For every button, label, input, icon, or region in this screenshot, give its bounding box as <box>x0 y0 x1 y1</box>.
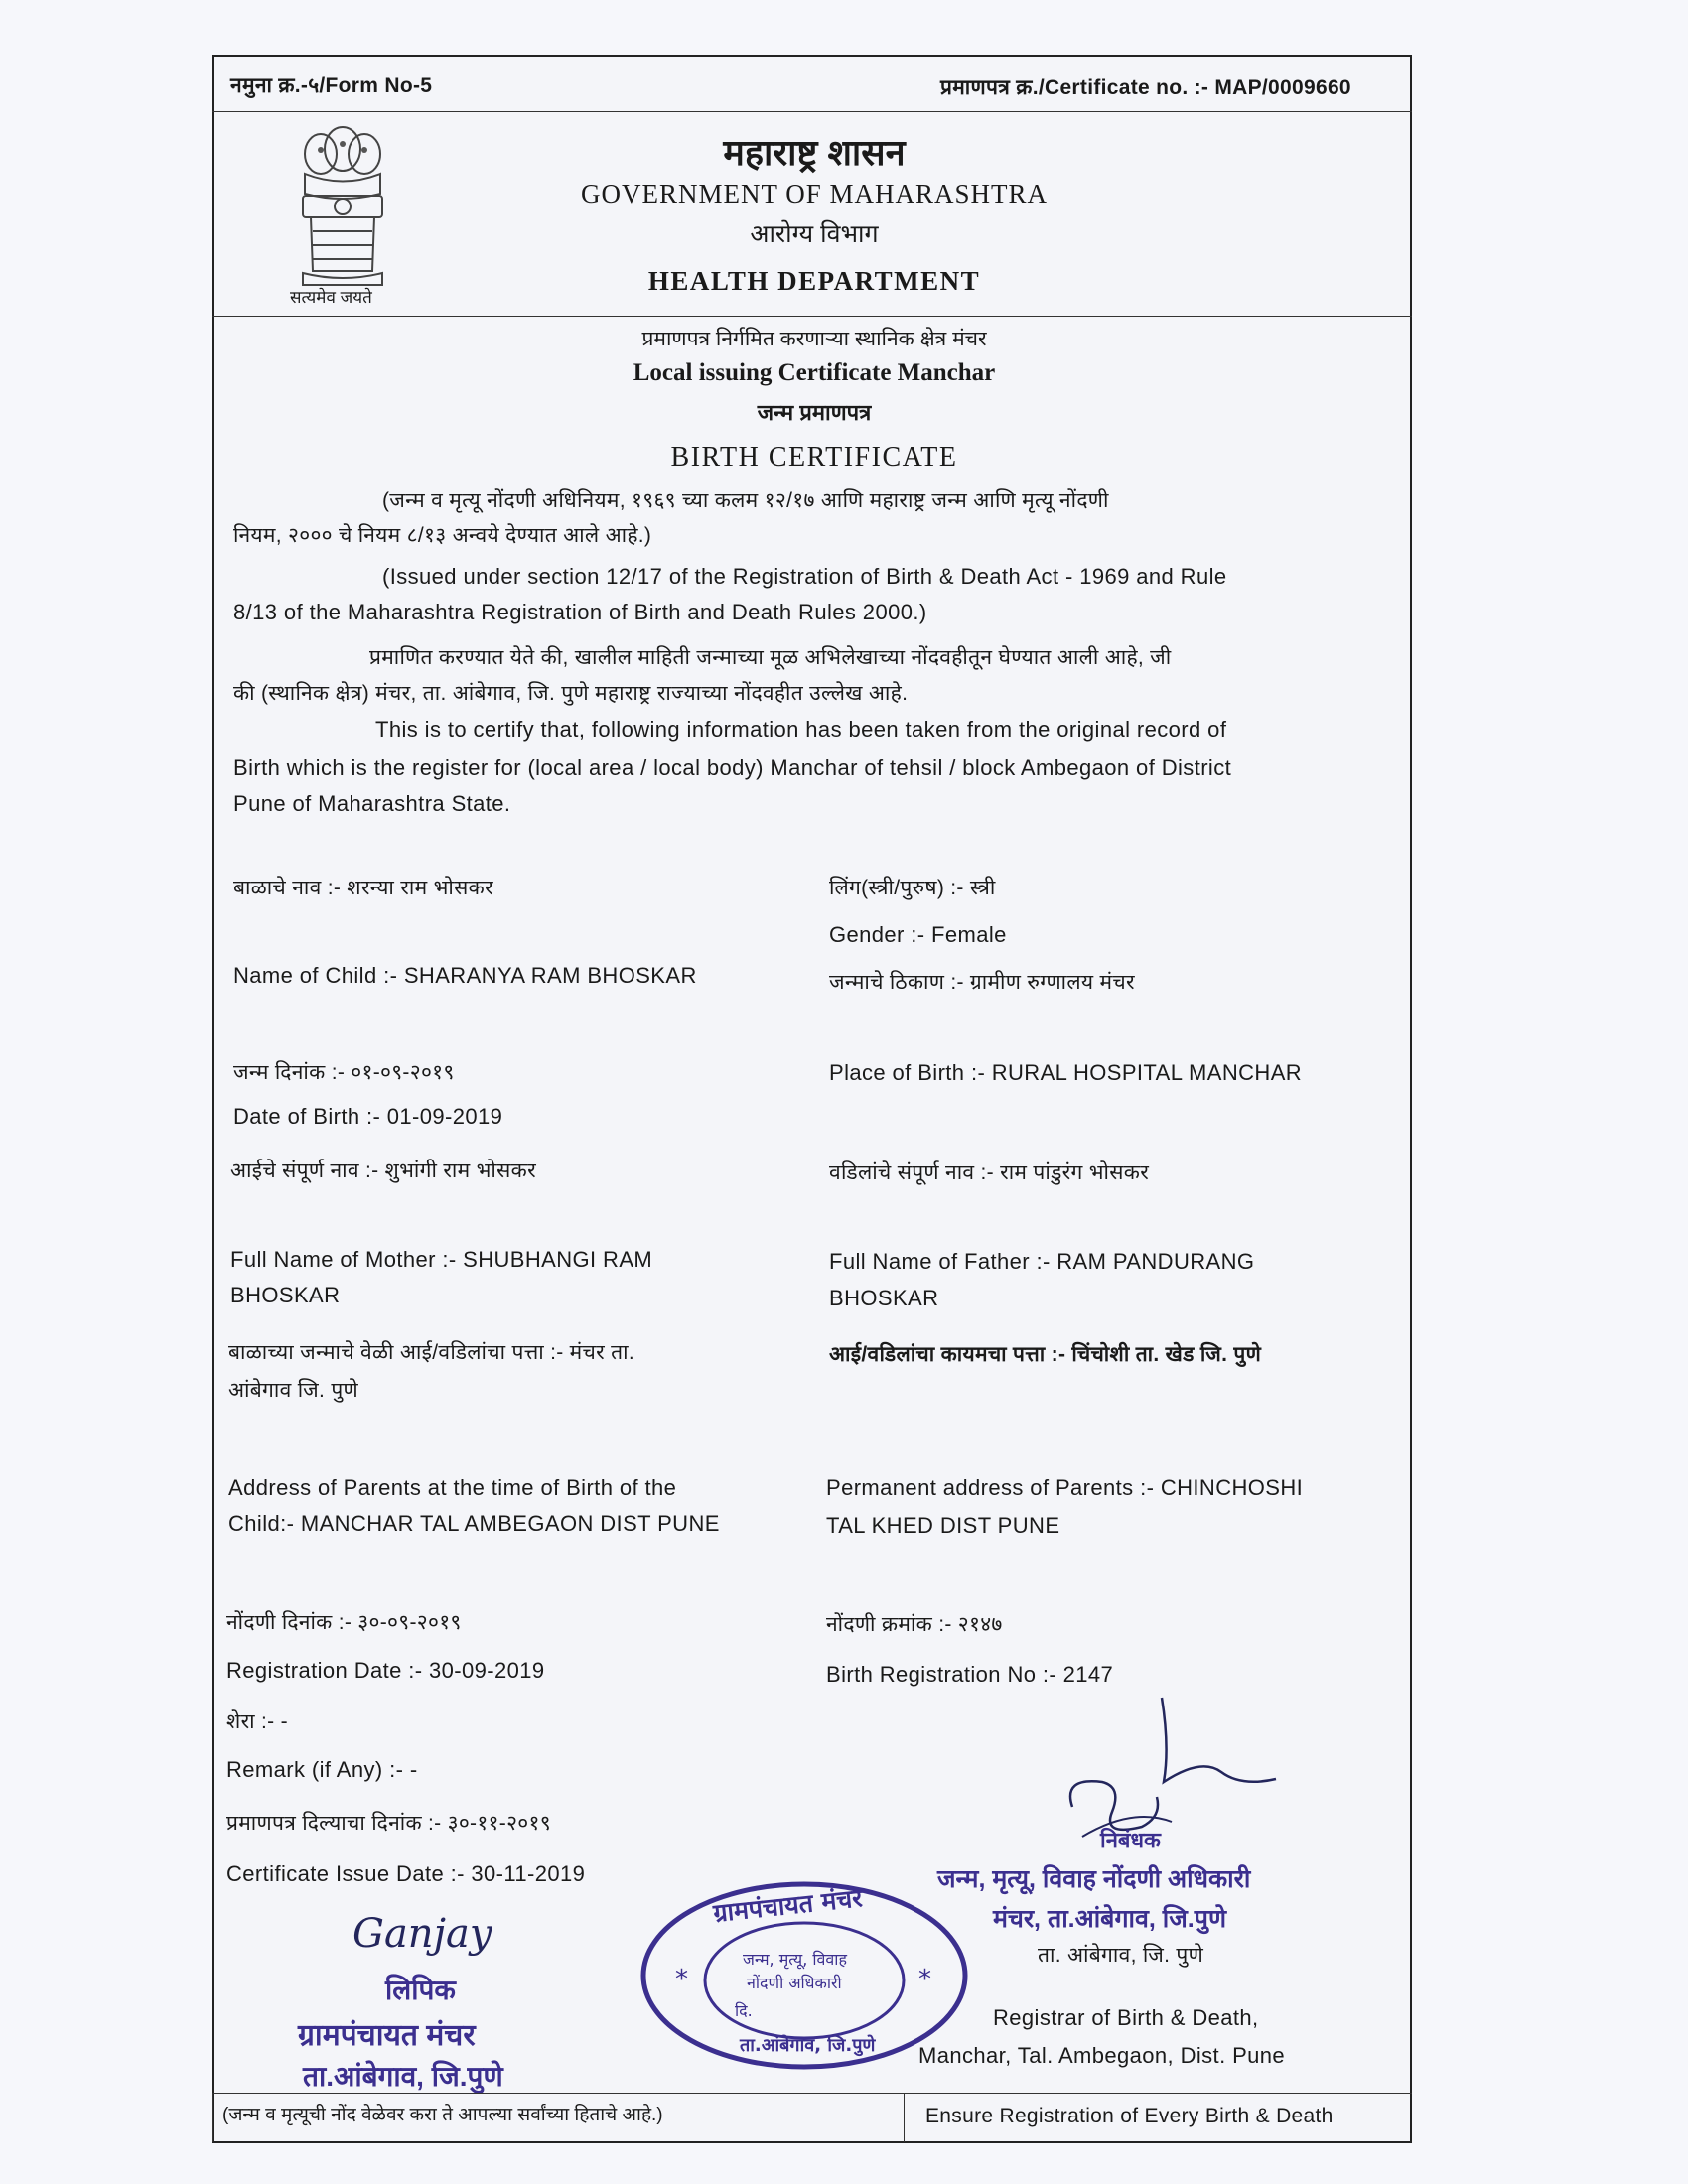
dob-marathi: जन्म दिनांक :- ०१-०९-२०१९ <box>233 1061 455 1084</box>
title-marathi: जन्म प्रमाणपत्र <box>757 400 872 425</box>
certificate-number: प्रमाणपत्र क्र./Certificate no. :- MAP/0009660 <box>940 76 1351 99</box>
certify-marathi-1: प्रमाणित करण्यात येते की, खालील माहिती जन्माच्या मूळ अभिलेखाच्या नोंदवहीतून घेण्यात आली आहे, जी <box>369 646 1172 669</box>
birth-address-english-2: Child:- MANCHAR TAL AMBEGAON DIST PUNE <box>228 1511 720 1536</box>
clerk-stamp-line2: ग्रामपंचायत मंचर <box>298 2019 476 2052</box>
child-name-english: Name of Child :- SHARANYA RAM BHOSKAR <box>233 963 697 988</box>
clerk-stamp-line3: ता.आंबेगाव, जि.पुणे <box>303 2061 503 2092</box>
footer-english: Ensure Registration of Every Birth & Death <box>925 2105 1334 2127</box>
round-stamp-outer: ग्रामपंचायत मंचर <box>711 1883 864 1928</box>
round-stamp-inner-2: नोंदणी अधिकारी <box>747 1974 842 1992</box>
round-stamp <box>635 1876 973 2075</box>
gov-english: GOVERNMENT OF MAHARASHTRA <box>580 179 1049 208</box>
statute-marathi-2: नियम, २००० चे नियम ८/१३ अन्वये देण्यात आले आहे.) <box>233 524 652 547</box>
mother-name-marathi: आईचे संपूर्ण नाव :- शुभांगी राम भोसकर <box>230 1160 536 1182</box>
divider <box>212 316 1412 317</box>
permanent-address-english-2: TAL KHED DIST PUNE <box>826 1513 1060 1538</box>
gender-marathi: लिंग(स्त्री/पुरुष) :- स्त्री <box>829 877 996 899</box>
form-number: नमुना क्र.-५/Form No-5 <box>230 74 433 97</box>
registrar-english-2: Manchar, Tal. Ambegaon, Dist. Pune <box>918 2043 1286 2068</box>
round-stamp-bottom: ता.आंबेगाव, जि.पुणे <box>740 2035 876 2056</box>
birth-address-marathi-1: बाळाच्या जन्माचे वेळी आई/वडिलांचा पत्ता :- मंचर ता. <box>228 1341 635 1364</box>
clerk-stamp-title: लिपिक <box>385 1975 456 2005</box>
remark-english: Remark (if Any) :- - <box>226 1757 418 1782</box>
emblem-caption: सत्यमेव जयते <box>290 288 372 307</box>
certify-english-3: Pune of Maharashtra State. <box>233 791 511 816</box>
issue-date-english: Certificate Issue Date :- 30-11-2019 <box>226 1861 586 1886</box>
certify-english-2: Birth which is the register for (local area / local body) Manchar of tehsil / block Ambegaon of District <box>233 755 1232 780</box>
certify-english-1: This is to certify that, following information has been taken from the original record of <box>375 717 1227 742</box>
remark-marathi: शेरा :- - <box>226 1710 288 1733</box>
registrar-english-1: Registrar of Birth & Death, <box>993 2005 1259 2030</box>
svg-text:*: * <box>675 1965 688 1994</box>
dob-english: Date of Birth :- 01-09-2019 <box>233 1104 503 1129</box>
registrar-stamp-line2: जन्म, मृत्यू, विवाह नोंदणी अधिकारी <box>937 1865 1251 1893</box>
statute-marathi-1: (जन्म व मृत्यू नोंदणी अधिनियम, १९६९ च्या कलम १२/१७ आणि महाराष्ट्र जन्म आणि मृत्यू नोंदणी <box>382 489 1109 512</box>
issuing-marathi: प्रमाणपत्र निर्गमित करणाऱ्या स्थानिक क्षेत्र मंचर <box>641 328 987 350</box>
dept-english: HEALTH DEPARTMENT <box>647 266 981 296</box>
child-name-marathi: बाळाचे नाव :- शरन्या राम भोसकर <box>233 877 493 899</box>
permanent-address-marathi: आई/वडिलांचा कायमचा पत्ता :- चिंचोशी ता. खेड जि. पुणे <box>829 1343 1262 1366</box>
issue-date-marathi: प्रमाणपत्र दिल्याचा दिनांक :- ३०-११-२०१९ <box>226 1812 551 1835</box>
gender-english: Gender :- Female <box>829 922 1007 947</box>
round-stamp-inner-3: दि. <box>735 2001 753 2020</box>
divider <box>212 2093 1412 2094</box>
mother-name-english-2: BHOSKAR <box>230 1283 341 1307</box>
certify-marathi-2: की (स्थानिक क्षेत्र) मंचर, ता. आंबेगाव, जि. पुणे महाराष्ट्र राज्याच्या नोंदवहीत उल्लेख आहे. <box>233 682 909 705</box>
father-name-english-1: Full Name of Father :- RAM PANDURANG <box>829 1249 1255 1274</box>
svg-text:*: * <box>918 1965 931 1994</box>
national-emblem-icon <box>283 124 402 303</box>
registration-number-marathi: नोंदणी क्रमांक :- २१४७ <box>826 1613 1003 1636</box>
registration-number-english: Birth Registration No :- 2147 <box>826 1662 1114 1687</box>
issuing-english: Local issuing Certificate Manchar <box>633 359 996 386</box>
statute-english-2: 8/13 of the Maharashtra Registration of Birth and Death Rules 2000.) <box>233 600 927 624</box>
registrar-stamp-line3: मंचर, ता.आंबेगाव, जि.पुणे <box>993 1905 1227 1933</box>
divider <box>212 2093 213 2142</box>
round-stamp-inner-1: जन्म, मृत्यू, विवाह <box>743 1950 847 1969</box>
permanent-address-english-1: Permanent address of Parents :- CHINCHOSHI <box>826 1475 1304 1500</box>
divider <box>212 111 1412 112</box>
registrar-signature <box>1053 1688 1281 1856</box>
registrar-stamp-title: निबंधक <box>1100 1828 1161 1852</box>
divider <box>904 2093 905 2142</box>
title-english: BIRTH CERTIFICATE <box>670 442 958 473</box>
father-name-marathi: वडिलांचे संपूर्ण नाव :- राम पांडुरंग भोसकर <box>829 1161 1150 1184</box>
birth-place-marathi: जन्माचे ठिकाण :- ग्रामीण रुग्णालय मंचर <box>829 971 1135 994</box>
clerk-signature: Ganjay <box>352 1911 492 1957</box>
birth-address-marathi-2: आंबेगाव जि. पुणे <box>228 1379 359 1402</box>
father-name-english-2: BHOSKAR <box>829 1286 939 1310</box>
mother-name-english-1: Full Name of Mother :- SHUBHANGI RAM <box>230 1247 653 1272</box>
gov-marathi: महाराष्ट्र शासन <box>723 132 906 173</box>
registration-date-english: Registration Date :- 30-09-2019 <box>226 1658 545 1683</box>
birth-place-english: Place of Birth :- RURAL HOSPITAL MANCHAR <box>829 1060 1303 1085</box>
statute-english-1: (Issued under section 12/17 of the Registration of Birth & Death Act - 1969 and Rule <box>382 564 1227 589</box>
registrar-marathi: ता. आंबेगाव, जि. पुणे <box>1038 1944 1204 1967</box>
birth-address-english-1: Address of Parents at the time of Birth of the <box>228 1475 677 1500</box>
registration-date-marathi: नोंदणी दिनांक :- ३०-०९-२०१९ <box>226 1611 462 1634</box>
dept-marathi: आरोग्य विभाग <box>750 220 879 248</box>
footer-marathi: (जन्म व मृत्यूची नोंद वेळेवर करा ते आपल्या सर्वांच्या हिताचे आहे.) <box>222 2105 663 2125</box>
